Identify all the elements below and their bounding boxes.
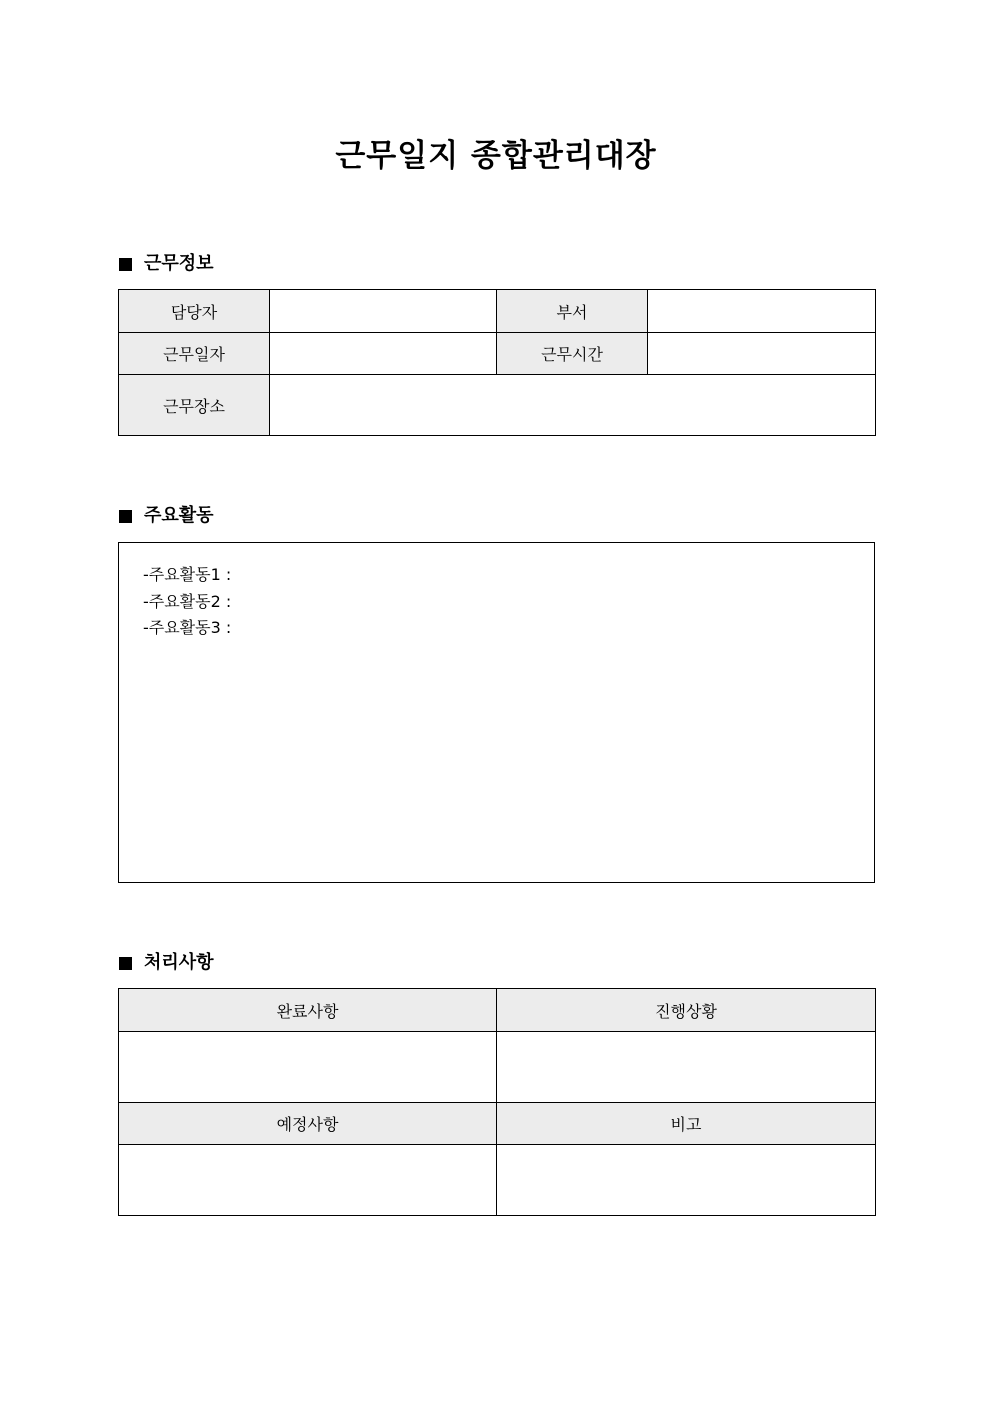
hours-field[interactable]: [648, 333, 876, 375]
date-field[interactable]: [270, 333, 497, 375]
location-label: 근무장소: [119, 375, 270, 436]
date-label: 근무일자: [119, 333, 270, 375]
work-info-heading: [119, 251, 214, 277]
location-field[interactable]: [270, 375, 876, 436]
square-bullet-icon: [119, 957, 132, 970]
completed-label: 완료사항: [119, 989, 497, 1032]
square-bullet-icon: [119, 258, 132, 271]
square-bullet-icon: [119, 510, 132, 523]
page-title: 근무일지 종합관리대장: [335, 138, 657, 174]
planned-label: 예정사항: [119, 1103, 497, 1145]
processing-heading: [119, 950, 214, 976]
progress-field[interactable]: [497, 1032, 876, 1103]
activity-item: -주요활동3 :: [143, 618, 232, 637]
activities-heading-text: 주요활동: [144, 505, 214, 526]
work-info-table: [118, 289, 876, 436]
processing-table: [118, 988, 876, 1216]
person-field[interactable]: [270, 290, 497, 333]
activities-heading: [119, 503, 214, 529]
processing-heading-text: 처리사항: [144, 952, 214, 973]
work-info-heading-text: 근무정보: [144, 253, 214, 274]
planned-field[interactable]: [119, 1145, 497, 1216]
activity-item: -주요활동1 :: [143, 565, 232, 584]
remarks-label: 비고: [497, 1103, 876, 1145]
hours-label: 근무시간: [497, 333, 648, 375]
progress-label: 진행상황: [497, 989, 876, 1032]
department-label: 부서: [497, 290, 648, 333]
department-field[interactable]: [648, 290, 876, 333]
completed-field[interactable]: [119, 1032, 497, 1103]
activity-item: -주요활동2 :: [143, 591, 232, 611]
activities-list: [143, 562, 231, 642]
remarks-field[interactable]: [497, 1145, 876, 1216]
person-label: 담당자: [119, 290, 270, 333]
activities-box[interactable]: [118, 542, 875, 883]
